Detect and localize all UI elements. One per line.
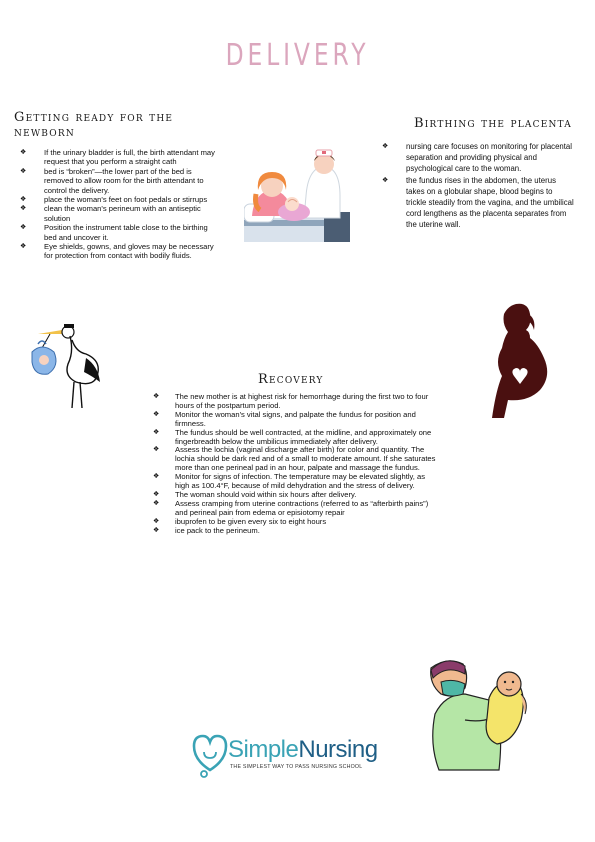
list-item: ❖ Monitor for signs of infection. The temperature may be elevated slightly, as high as 100.4°F, because of mild dehydration and the stress of delivery.: [147, 473, 437, 491]
list-item: ❖ the fundus rises in the abdomen, the uterus takes on a globular shape, blood begins to trickle steadily from the vagina, and the umbilical cord lengthens as the placenta separates from the uterine wall.: [376, 175, 574, 231]
list-item: ❖ The new mother is at highest risk for hemorrhage during the first two to four hours of the postpartum period.: [147, 393, 437, 411]
list-item: ❖ If the urinary bladder is full, the birth attendant may request that you perform a straight cath: [14, 148, 219, 167]
list-item: ❖ bed is “broken”—the lower part of the bed is removed to allow room for the birth attendant to control the delivery.: [14, 167, 219, 195]
pregnant-silhouette-icon: [482, 302, 554, 420]
list-item: ❖ Eye shields, gowns, and gloves may be necessary for protection from contact with bodily fluids.: [14, 242, 219, 261]
list-item: ❖ Monitor the woman's vital signs, and palpate the fundus for position and firmness.: [147, 411, 437, 429]
section-heading: Recovery: [258, 372, 324, 387]
list-item: ❖ ice pack to the perineum.: [147, 527, 437, 536]
simplenursing-logo: [190, 730, 390, 778]
bullet-list: [376, 141, 574, 231]
list-item: ❖ nursing care focuses on monitoring for placental separation and providing physical and psychological care to the woman.: [376, 141, 574, 175]
section-heading: Getting ready for the newborn: [14, 110, 174, 140]
list-item: ❖ Assess cramping from uterine contractions (referred to as “afterbirth pains”) and perineal pain from edema or episiotomy repair: [147, 500, 437, 518]
stork-baby-illustration: [30, 322, 102, 412]
bullet-list: [14, 148, 219, 261]
list-item: ❖ place the woman's feet on foot pedals or stirrups: [14, 195, 219, 204]
list-item: ❖ Assess the lochia (vaginal discharge after birth) for color and quantity. The lochia should be dark red and of a small to moderate amount. If she saturates more than one perineal pad in an hour, palpate and massage the fundus.: [147, 446, 437, 473]
logo-word-simple: Simple: [228, 736, 299, 763]
mother-baby-nurse-illustration: [244, 146, 350, 244]
section-newborn: [14, 110, 219, 261]
logo-tagline: THE SIMPLEST WAY TO PASS NURSING SCHOOL: [230, 764, 363, 770]
page-title: DELIVERY: [225, 38, 370, 73]
logo-word-nursing: Nursing: [298, 736, 378, 763]
section-recovery: [147, 372, 437, 536]
bullet-list: [147, 393, 437, 536]
list-item: ❖ The fundus should be well contracted, at the midline, and approximately one fingerbreadth below the umbilicus immediately after delivery.: [147, 429, 437, 447]
list-item: ❖ clean the woman's perineum with an antiseptic solution: [14, 204, 219, 223]
list-item: ❖ Position the instrument table close to the birthing bed and uncover it.: [14, 223, 219, 242]
list-item: ❖ The woman should void within six hours after delivery.: [147, 491, 437, 500]
doctor-holding-baby-illustration: [425, 654, 533, 772]
stethoscope-heart-logo-icon: [190, 730, 230, 778]
list-item: ❖ ibuprofen to be given every six to eight hours: [147, 518, 437, 527]
section-placenta: [376, 116, 574, 231]
section-heading: Birthing the placenta: [414, 116, 572, 131]
